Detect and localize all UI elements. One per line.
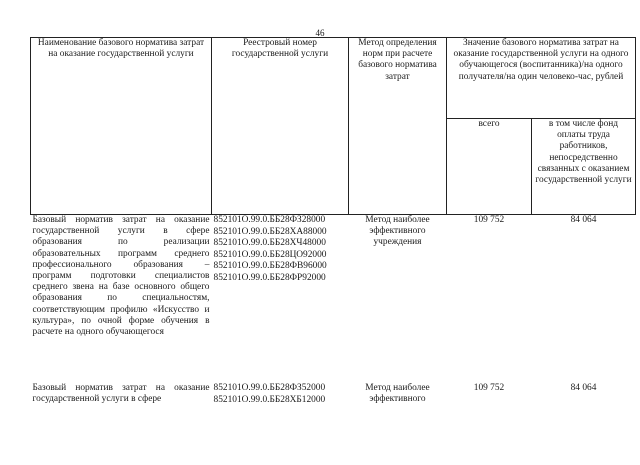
registry-code: 852101О.99.0.ББ28ФР92000: [213, 272, 326, 283]
registry-code: 852101О.99.0.ББ28ХБ12000: [213, 394, 326, 405]
registry-code: 852101О.99.0.ББ28ХЧ48000: [213, 238, 326, 249]
registry-codes: [212, 383, 349, 406]
header-total: всего: [447, 119, 532, 215]
table-row: [31, 383, 636, 406]
norm-name: Базовый норматив затрат на оказание государственной услуги в сфере: [32, 383, 210, 405]
method-cell: Метод наиболее эффективного учреждения: [365, 215, 430, 248]
wage-fund-value: 84 064: [570, 215, 597, 225]
registry-code: 852101О.99.0.ББ28ФЗ52000: [213, 383, 326, 393]
cost-norms-table: [30, 37, 636, 406]
table-row: [31, 215, 636, 384]
header-registry-number: Реестровый номер государственной услуги: [212, 38, 349, 215]
wage-fund-value: 84 064: [570, 383, 597, 393]
registry-code: 852101О.99.0.ББ28ФВ96000: [213, 261, 327, 272]
registry-code: 852101О.99.0.ББ28ФЗ28000: [213, 215, 326, 225]
registry-codes: [212, 215, 349, 384]
total-value: 109 752: [473, 215, 505, 225]
norm-name: Базовый норматив затрат на оказание государственной услуги в сфере образования по реализации образовательных программ среднего профессионального образования – программ подготовки специалистов среднего звена на базе основного общего образования по специальностям, соответствующим профилю «Искусство и культура», по очной форме обучения в расчете на одного обучающегося: [32, 215, 210, 338]
registry-code: 852101О.99.0.ББ28ЦО92000: [213, 249, 327, 260]
header-method: Метод определения норм при расчете базового норматива затрат: [349, 38, 447, 215]
page-number: 46: [315, 28, 325, 38]
registry-code: 852101О.99.0.ББ28ХА88000: [213, 226, 327, 237]
header-wage-fund: в том числе фонд оплаты труда работников, непосредственно связанных с оказанием государственной услуги: [532, 119, 636, 215]
header-value: Значение базового норматива затрат на оказание государственной услуги на одного обучающегося (воспитанника)/на одного получателя/на один человеко-час, рублей: [447, 38, 636, 119]
header-name: Наименование базового норматива затрат на оказание государственной услуги: [31, 38, 212, 215]
total-value: 109 752: [473, 383, 505, 393]
method-cell: Метод наиболее эффективного: [365, 383, 430, 405]
